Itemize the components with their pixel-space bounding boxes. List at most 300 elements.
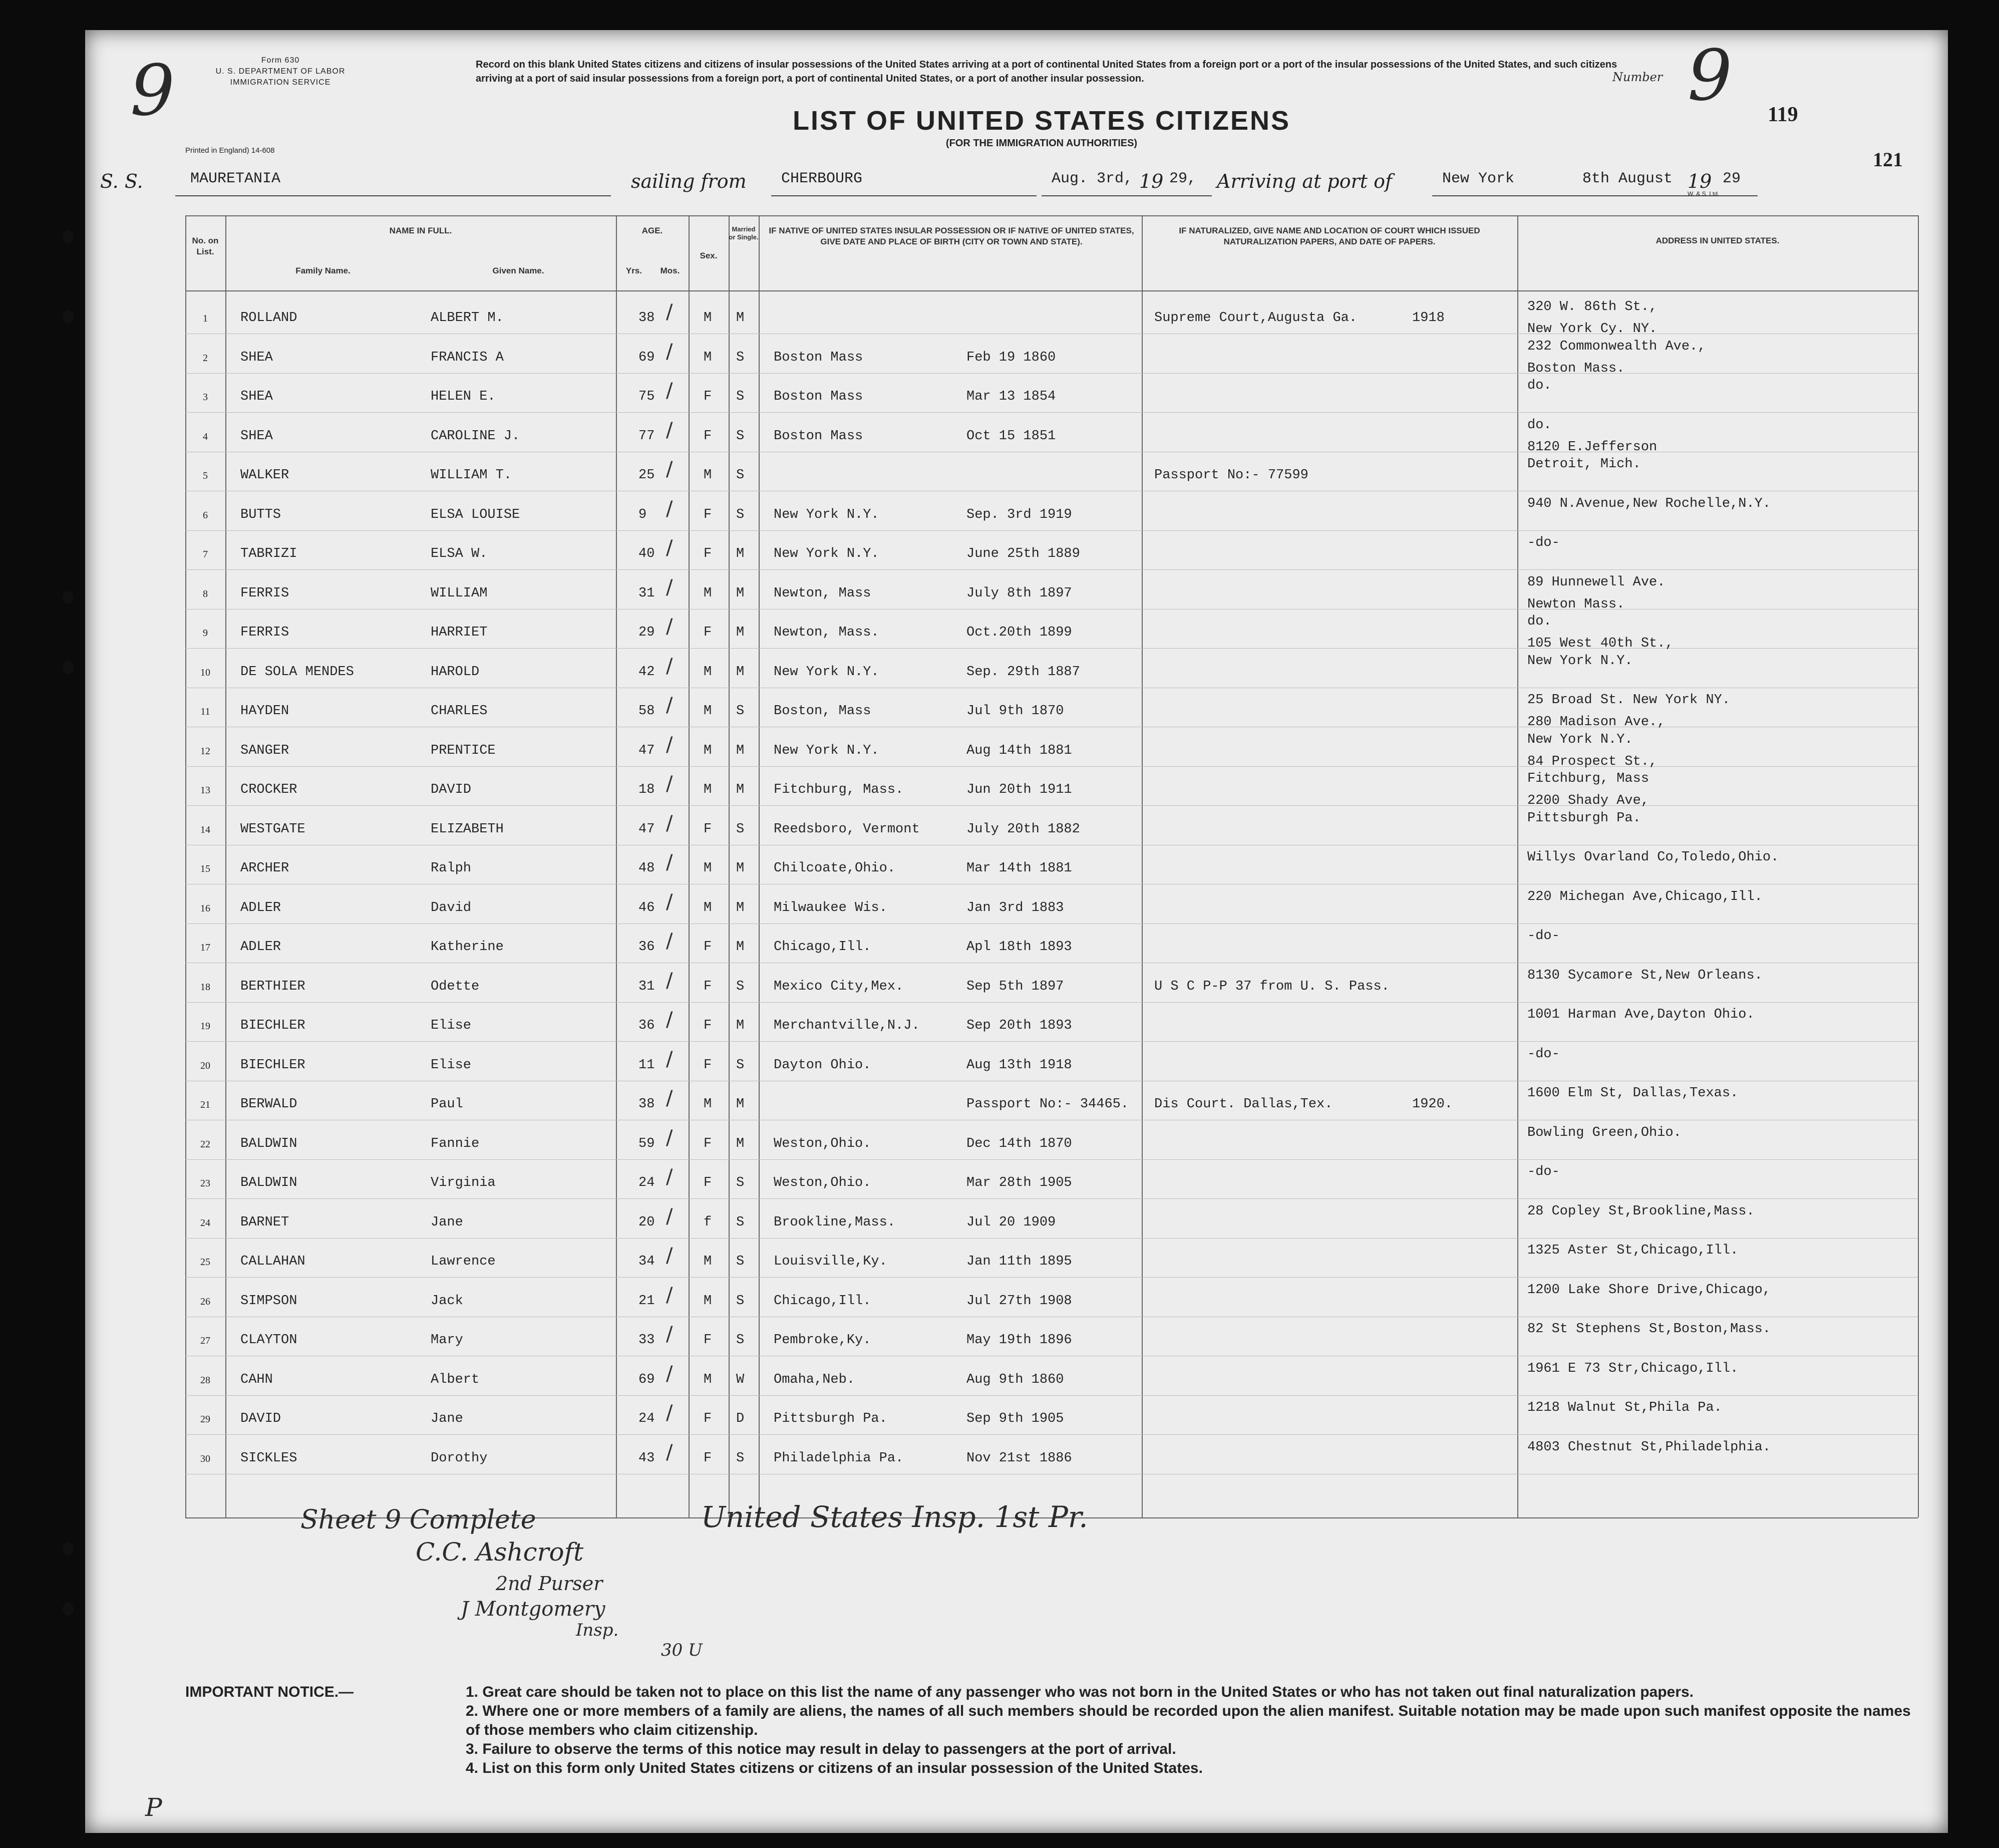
row-number: 12 bbox=[200, 745, 210, 757]
birth-date: Jan 11th 1895 bbox=[966, 1254, 1072, 1269]
address-line-1: Willys Ovarland Co,Toledo,Ohio. bbox=[1527, 850, 1779, 865]
family-name: SICKLES bbox=[240, 1450, 297, 1466]
check-mark: / bbox=[666, 1047, 673, 1071]
marital-status: S bbox=[736, 821, 745, 837]
check-mark: / bbox=[666, 1401, 673, 1424]
birth-place: Boston, Mass bbox=[774, 704, 871, 719]
family-name: FERRIS bbox=[240, 585, 289, 601]
marital-status: M bbox=[736, 625, 745, 640]
birth-place: Weston,Ohio. bbox=[774, 1175, 871, 1190]
age-years: 58 bbox=[638, 704, 655, 719]
birth-date: Passport No:- 34465. bbox=[966, 1097, 1129, 1112]
check-mark: / bbox=[666, 890, 673, 913]
naturalization-year: 1920. bbox=[1412, 1097, 1453, 1112]
age-years: 40 bbox=[638, 546, 655, 561]
marital-status: M bbox=[736, 1018, 745, 1033]
col-family: Family Name. bbox=[295, 266, 351, 275]
address-line-2: Newton Mass. bbox=[1527, 596, 1625, 612]
birth-place: Fitchburg, Mass. bbox=[774, 782, 904, 797]
sex: M bbox=[704, 311, 712, 326]
row-divider bbox=[185, 1277, 1918, 1278]
row-divider bbox=[185, 1159, 1918, 1160]
family-name: SIMPSON bbox=[240, 1293, 297, 1309]
sex: F bbox=[704, 1018, 712, 1033]
given-name: Lawrence bbox=[431, 1254, 496, 1269]
birth-place: Newton, Mass. bbox=[774, 625, 879, 640]
marital-status: M bbox=[736, 664, 745, 680]
marital-status: S bbox=[736, 1293, 745, 1309]
row-number: 15 bbox=[200, 863, 210, 874]
punch-hole bbox=[63, 1543, 74, 1556]
col-naturalized: IF NATURALIZED, GIVE NAME AND LOCATION OF COURT WHICH ISSUED NATURALIZATION PAPERS, AND DATE OF PAPERS. bbox=[1179, 226, 1480, 246]
address-line-1: New York N.Y. bbox=[1527, 653, 1633, 669]
birth-date: Mar 13 1854 bbox=[966, 389, 1056, 404]
given-name: Odette bbox=[431, 979, 480, 994]
service: IMMIGRATION SERVICE bbox=[230, 78, 331, 87]
arriving-label: Arriving at port of bbox=[1217, 170, 1393, 192]
check-mark: / bbox=[666, 575, 673, 599]
given-name: PRENTICE bbox=[431, 743, 496, 758]
address-line-2: New York Cy. NY. bbox=[1527, 322, 1657, 337]
marital-status: M bbox=[736, 311, 745, 326]
inspector-signature: United States Insp. 1st Pr. bbox=[701, 1500, 1088, 1534]
sex: M bbox=[704, 664, 712, 680]
birth-place: Merchantville,N.J. bbox=[774, 1018, 920, 1033]
row-divider bbox=[185, 766, 1918, 767]
printed-note: Printed in England) 14-608 bbox=[185, 146, 275, 155]
age-years: 38 bbox=[638, 311, 655, 326]
col-yrs: Yrs. bbox=[625, 266, 642, 275]
check-mark: / bbox=[666, 969, 673, 992]
row-divider bbox=[185, 1395, 1918, 1396]
marital-status: M bbox=[736, 900, 745, 915]
birth-place: Louisville,Ky. bbox=[774, 1254, 887, 1269]
birth-date: Jul 9th 1870 bbox=[966, 704, 1064, 719]
family-name: FERRIS bbox=[240, 625, 289, 640]
sex: F bbox=[704, 507, 712, 522]
given-name: ELSA LOUISE bbox=[431, 507, 520, 522]
address-line-1: do. bbox=[1527, 378, 1552, 393]
address-line-1: 1218 Walnut St,Phila Pa. bbox=[1527, 1400, 1722, 1415]
family-name: SHEA bbox=[240, 428, 273, 444]
address-line-1: 89 Hunnewell Ave. bbox=[1527, 574, 1665, 590]
sex: F bbox=[704, 1450, 712, 1466]
sex: F bbox=[704, 389, 712, 404]
row-number: 17 bbox=[200, 942, 210, 953]
naturalization-year: 1918 bbox=[1412, 311, 1445, 326]
age-years: 38 bbox=[638, 1097, 655, 1112]
marital-status: S bbox=[736, 428, 745, 444]
marital-status: S bbox=[736, 389, 745, 404]
form-number: Form 630 bbox=[261, 56, 300, 65]
given-name: Virginia bbox=[431, 1175, 496, 1190]
marital-status: M bbox=[736, 1136, 745, 1151]
age-years: 9 bbox=[638, 507, 647, 522]
naturalization: Passport No:- 77599 bbox=[1154, 468, 1308, 483]
given-name: WILLIAM bbox=[431, 585, 488, 601]
given-name: David bbox=[431, 900, 472, 915]
given-name: Albert bbox=[431, 1372, 480, 1387]
signature-purser-title: 2nd Purser bbox=[496, 1573, 603, 1595]
sex: M bbox=[704, 704, 712, 719]
birth-date: Apl 18th 1893 bbox=[966, 940, 1072, 955]
row-number: 28 bbox=[200, 1374, 210, 1386]
address-line-1: do. bbox=[1527, 614, 1552, 629]
check-mark: / bbox=[666, 1362, 673, 1385]
check-mark: / bbox=[666, 1323, 673, 1346]
row-number: 20 bbox=[200, 1060, 210, 1071]
row-number: 5 bbox=[203, 470, 208, 481]
sex: F bbox=[704, 546, 712, 561]
marital-status: D bbox=[736, 1411, 745, 1426]
address-line-1: 1961 E 73 Str,Chicago,Ill. bbox=[1527, 1361, 1739, 1376]
depart-year-prefix: 19 bbox=[1139, 170, 1164, 192]
birth-place: Reedsboro, Vermont bbox=[774, 821, 920, 837]
birth-place: Chicago,Ill. bbox=[774, 1293, 871, 1309]
age-years: 59 bbox=[638, 1136, 655, 1151]
check-mark: / bbox=[666, 1440, 673, 1464]
sex: M bbox=[704, 1254, 712, 1269]
notice-item: 2. Where one or more members of a family are aliens, the names of all such members should be recorded upon the alien manifest. Suitable notation may be made upon such manifest opposite the names of those members who claim citizenship. bbox=[466, 1703, 1911, 1738]
marital-status: S bbox=[736, 468, 745, 483]
address-line-1: 28 Copley St,Brookline,Mass. bbox=[1527, 1203, 1755, 1219]
given-name: Jane bbox=[431, 1214, 463, 1230]
row-number: 14 bbox=[200, 824, 210, 835]
family-name: CLAYTON bbox=[240, 1333, 297, 1348]
sex: M bbox=[704, 585, 712, 601]
notice-heading: IMPORTANT NOTICE.— bbox=[185, 1684, 354, 1700]
given-name: Ralph bbox=[431, 861, 472, 876]
family-name: WALKER bbox=[240, 468, 289, 483]
check-mark: / bbox=[666, 1087, 673, 1110]
address-line-1: -do- bbox=[1527, 929, 1560, 944]
age-years: 33 bbox=[638, 1333, 655, 1348]
check-mark: / bbox=[666, 811, 673, 835]
birth-place: Mexico City,Mex. bbox=[774, 979, 904, 994]
row-divider bbox=[185, 1238, 1918, 1239]
row-number: 29 bbox=[200, 1414, 210, 1425]
birth-place: Philadelphia Pa. bbox=[774, 1450, 904, 1466]
sex: M bbox=[704, 782, 712, 797]
naturalization: Supreme Court,Augusta Ga. bbox=[1154, 311, 1358, 326]
marital-status: S bbox=[736, 1057, 745, 1073]
birth-date: May 19th 1896 bbox=[966, 1333, 1072, 1348]
ship-name: MAURETANIA bbox=[190, 170, 281, 187]
check-mark: / bbox=[666, 851, 673, 874]
address-line-1: 8130 Sycamore St,New Orleans. bbox=[1527, 968, 1763, 983]
family-name: BARNET bbox=[240, 1214, 289, 1230]
marital-status: S bbox=[736, 1333, 745, 1348]
address-line-2: 105 West 40th St., bbox=[1527, 636, 1674, 651]
check-mark: / bbox=[666, 1244, 673, 1267]
signature-mark: 30 U bbox=[661, 1640, 703, 1660]
check-mark: / bbox=[666, 1008, 673, 1031]
given-name: Jane bbox=[431, 1411, 463, 1426]
birth-place: Pittsburgh Pa. bbox=[774, 1411, 887, 1426]
given-name: Elise bbox=[431, 1018, 472, 1033]
port-to: New York bbox=[1442, 170, 1515, 187]
age-years: 36 bbox=[638, 1018, 655, 1033]
passenger-table bbox=[185, 215, 1918, 1517]
address-line-1: 320 W. 86th St., bbox=[1527, 299, 1657, 315]
row-number: 24 bbox=[200, 1217, 210, 1228]
check-mark: / bbox=[666, 536, 673, 559]
birth-date: Jun 20th 1911 bbox=[966, 782, 1072, 797]
address-line-1: Fitchburg, Mass bbox=[1527, 771, 1649, 786]
ship-line bbox=[100, 170, 143, 192]
corner-handwritten-number: 9 bbox=[130, 50, 175, 132]
family-name: ROLLAND bbox=[240, 311, 297, 326]
ss-label: S. S. bbox=[100, 170, 143, 192]
row-number: 9 bbox=[203, 628, 208, 639]
col-birth: IF NATIVE OF UNITED STATES INSULAR POSSESSION OR IF NATIVE OF UNITED STATES, GIVE DATE AND PLACE OF BIRTH (CITY OR TOWN AND STATE). bbox=[769, 226, 1134, 246]
family-name: ADLER bbox=[240, 940, 281, 955]
age-years: 46 bbox=[638, 900, 655, 915]
sex: F bbox=[704, 821, 712, 837]
given-name: HARRIET bbox=[431, 625, 488, 640]
address-line-1: Detroit, Mich. bbox=[1527, 457, 1641, 472]
row-number: 4 bbox=[203, 431, 208, 442]
birth-place: New York N.Y. bbox=[774, 507, 879, 522]
punch-hole bbox=[63, 591, 74, 604]
birth-date: Aug 13th 1918 bbox=[966, 1057, 1072, 1073]
address-line-1: 1325 Aster St,Chicago,Ill. bbox=[1527, 1243, 1739, 1258]
age-years: 21 bbox=[638, 1293, 655, 1309]
marital-status: S bbox=[736, 1450, 745, 1466]
age-years: 20 bbox=[638, 1214, 655, 1230]
row-number: 16 bbox=[200, 902, 210, 914]
row-number: 3 bbox=[203, 392, 208, 403]
marital-status: S bbox=[736, 1254, 745, 1269]
address-line-1: 1200 Lake Shore Drive,Chicago, bbox=[1527, 1282, 1771, 1298]
signature-inspector-name: J Montgomery bbox=[461, 1598, 605, 1621]
family-name: BALDWIN bbox=[240, 1175, 297, 1190]
department: U. S. DEPARTMENT OF LABOR bbox=[215, 67, 346, 76]
check-mark: / bbox=[666, 615, 673, 638]
birth-place: New York N.Y. bbox=[774, 664, 879, 680]
sex: F bbox=[704, 1057, 712, 1073]
address-line-1: Pittsburgh Pa. bbox=[1527, 810, 1641, 826]
birth-date: Sep. 3rd 1919 bbox=[966, 507, 1072, 522]
family-name: BERWALD bbox=[240, 1097, 297, 1112]
family-name: SHEA bbox=[240, 389, 273, 404]
address-line-1: New York N.Y. bbox=[1527, 732, 1633, 747]
age-years: 75 bbox=[638, 389, 655, 404]
family-name: CAHN bbox=[240, 1372, 273, 1387]
punch-hole bbox=[63, 1603, 74, 1616]
punch-hole bbox=[63, 230, 74, 243]
arrive-year: 29 bbox=[1723, 170, 1741, 187]
notice-list bbox=[466, 1683, 1928, 1778]
address-line-2: 84 Prospect St., bbox=[1527, 754, 1657, 769]
notice-item: 4. List on this form only United States citizens or citizens of an insular possession of the United States. bbox=[466, 1760, 1203, 1776]
sex: F bbox=[704, 428, 712, 444]
check-mark: / bbox=[666, 300, 673, 324]
birth-date: Oct 15 1851 bbox=[966, 428, 1056, 444]
col-sex: Sex. bbox=[700, 251, 718, 260]
depart-date: Aug. 3rd, bbox=[1052, 170, 1133, 187]
birth-place: Chilcoate,Ohio. bbox=[774, 861, 896, 876]
punch-hole bbox=[63, 311, 74, 324]
family-name: BIECHLER bbox=[240, 1018, 305, 1033]
family-name: WESTGATE bbox=[240, 821, 305, 837]
row-divider bbox=[185, 1198, 1918, 1199]
check-mark: / bbox=[666, 654, 673, 678]
address-line-1: 1600 Elm St, Dallas,Texas. bbox=[1527, 1086, 1739, 1101]
given-name: HAROLD bbox=[431, 664, 480, 680]
age-years: 34 bbox=[638, 1254, 655, 1269]
sex: M bbox=[704, 900, 712, 915]
marital-status: S bbox=[736, 507, 745, 522]
given-name: Fannie bbox=[431, 1136, 480, 1151]
age-years: 69 bbox=[638, 1372, 655, 1387]
notice-item: 1. Great care should be taken not to place on this list the name of any passenger who was not born in the United States or who has not taken out final naturalization papers. bbox=[466, 1684, 1694, 1700]
birth-date: Nov 21st 1886 bbox=[966, 1450, 1072, 1466]
marital-status: S bbox=[736, 1175, 745, 1190]
address-line-1: 232 Commonwealth Ave., bbox=[1527, 339, 1706, 354]
birth-place: Weston,Ohio. bbox=[774, 1136, 871, 1151]
col-no: No. on List. bbox=[192, 236, 219, 256]
birth-date: Jul 27th 1908 bbox=[966, 1293, 1072, 1309]
sex: F bbox=[704, 1175, 712, 1190]
row-divider bbox=[185, 1434, 1918, 1435]
family-name: DAVID bbox=[240, 1411, 281, 1426]
signature-sheet-complete: Sheet 9 Complete bbox=[300, 1505, 536, 1535]
age-years: 77 bbox=[638, 428, 655, 444]
given-name: DAVID bbox=[431, 782, 472, 797]
address-line-1: 4803 Chestnut St,Philadelphia. bbox=[1527, 1439, 1771, 1455]
address-line-1: 220 Michegan Ave,Chicago,Ill. bbox=[1527, 889, 1763, 904]
notice-item: 3. Failure to observe the terms of this notice may result in delay to passengers at the port of arrival. bbox=[466, 1741, 1176, 1757]
row-number: 26 bbox=[200, 1296, 210, 1307]
sex: M bbox=[704, 861, 712, 876]
check-mark: / bbox=[666, 1204, 673, 1228]
check-mark: / bbox=[666, 772, 673, 795]
port-from: CHERBOURG bbox=[781, 170, 863, 187]
col-address: ADDRESS IN UNITED STATES. bbox=[1655, 236, 1780, 245]
marital-status: S bbox=[736, 350, 745, 365]
given-name: Dorothy bbox=[431, 1450, 488, 1466]
family-name: HAYDEN bbox=[240, 704, 289, 719]
row-divider bbox=[185, 805, 1918, 806]
sex: F bbox=[704, 1411, 712, 1426]
birth-place: Pembroke,Ky. bbox=[774, 1333, 871, 1348]
birth-date: Jul 20 1909 bbox=[966, 1214, 1056, 1230]
birth-place: New York N.Y. bbox=[774, 743, 879, 758]
marital-status: S bbox=[736, 704, 745, 719]
family-name: TABRIZI bbox=[240, 546, 297, 561]
row-number: 10 bbox=[200, 667, 210, 678]
sex: M bbox=[704, 468, 712, 483]
address-line-1: 940 N.Avenue,New Rochelle,N.Y. bbox=[1527, 496, 1771, 511]
check-mark: / bbox=[666, 1165, 673, 1188]
check-mark: / bbox=[666, 1283, 673, 1307]
address-line-2: 280 Madison Ave., bbox=[1527, 715, 1665, 730]
col-age: AGE. bbox=[641, 226, 663, 235]
given-name: ELSA W. bbox=[431, 546, 488, 561]
address-line-2: Boston Mass. bbox=[1527, 361, 1625, 376]
arrive-date: 8th August bbox=[1582, 170, 1673, 187]
family-name: BERTHIER bbox=[240, 979, 305, 994]
row-number: 22 bbox=[200, 1138, 210, 1150]
col-name-full: NAME IN FULL. bbox=[389, 226, 452, 235]
birth-place: New York N.Y. bbox=[774, 546, 879, 561]
age-years: 47 bbox=[638, 743, 655, 758]
marital-status: W bbox=[736, 1372, 745, 1387]
marital-status: M bbox=[736, 940, 745, 955]
family-name: SANGER bbox=[240, 743, 289, 758]
sex: f bbox=[704, 1214, 712, 1230]
address-line-1: -do- bbox=[1527, 1046, 1560, 1062]
sex: M bbox=[704, 1372, 712, 1387]
age-years: 48 bbox=[638, 861, 655, 876]
age-years: 69 bbox=[638, 350, 655, 365]
age-years: 42 bbox=[638, 664, 655, 680]
birth-date: Oct.20th 1899 bbox=[966, 625, 1072, 640]
signature-inspector-title: Insp. bbox=[576, 1620, 619, 1640]
age-years: 25 bbox=[638, 468, 655, 483]
row-number: 23 bbox=[200, 1178, 210, 1189]
check-mark: / bbox=[666, 497, 673, 520]
page-title: LIST OF UNITED STATES CITIZENS bbox=[793, 106, 1290, 136]
birth-date: Mar 28th 1905 bbox=[966, 1175, 1072, 1190]
row-divider bbox=[185, 1002, 1918, 1003]
given-name: WILLIAM T. bbox=[431, 468, 512, 483]
manifest-sheet bbox=[85, 30, 1948, 1833]
page-number-alt: 121 bbox=[1873, 148, 1903, 171]
given-name: Elise bbox=[431, 1057, 472, 1073]
check-mark: / bbox=[666, 1126, 673, 1149]
address-line-1: -do- bbox=[1527, 535, 1560, 550]
row-divider bbox=[185, 1041, 1918, 1042]
age-years: 36 bbox=[638, 940, 655, 955]
row-number: 13 bbox=[200, 785, 210, 796]
sex: M bbox=[704, 350, 712, 365]
printer-mark: W. & S. Ltd. bbox=[1688, 190, 1720, 197]
marital-status: M bbox=[736, 546, 745, 561]
birth-place: Chicago,Ill. bbox=[774, 940, 871, 955]
family-name: SHEA bbox=[240, 350, 273, 365]
row-number: 7 bbox=[203, 549, 208, 560]
form-info bbox=[205, 55, 356, 88]
row-number: 19 bbox=[200, 1021, 210, 1032]
address-line-1: Bowling Green,Ohio. bbox=[1527, 1125, 1682, 1140]
family-name: ARCHER bbox=[240, 861, 289, 876]
marital-status: M bbox=[736, 782, 745, 797]
marital-status: M bbox=[736, 585, 745, 601]
family-name: CROCKER bbox=[240, 782, 297, 797]
row-number: 27 bbox=[200, 1335, 210, 1346]
birth-date: Jan 3rd 1883 bbox=[966, 900, 1064, 915]
address-line-1: -do- bbox=[1527, 1164, 1560, 1179]
col-given: Given Name. bbox=[492, 266, 544, 275]
age-years: 24 bbox=[638, 1175, 655, 1190]
birth-place: Omaha,Neb. bbox=[774, 1372, 855, 1387]
depart-year: 29, bbox=[1169, 170, 1197, 187]
given-name: CAROLINE J. bbox=[431, 428, 520, 444]
birth-place: Boston Mass bbox=[774, 389, 863, 404]
sex: F bbox=[704, 1136, 712, 1151]
page-number: 119 bbox=[1768, 103, 1798, 126]
row-number: 1 bbox=[203, 313, 208, 324]
age-years: 18 bbox=[638, 782, 655, 797]
given-name: Katherine bbox=[431, 940, 504, 955]
col-married: Married or Single. bbox=[729, 225, 759, 241]
birth-date: Aug 9th 1860 bbox=[966, 1372, 1064, 1387]
check-mark: / bbox=[666, 340, 673, 363]
sex: F bbox=[704, 625, 712, 640]
marital-status: S bbox=[736, 1214, 745, 1230]
